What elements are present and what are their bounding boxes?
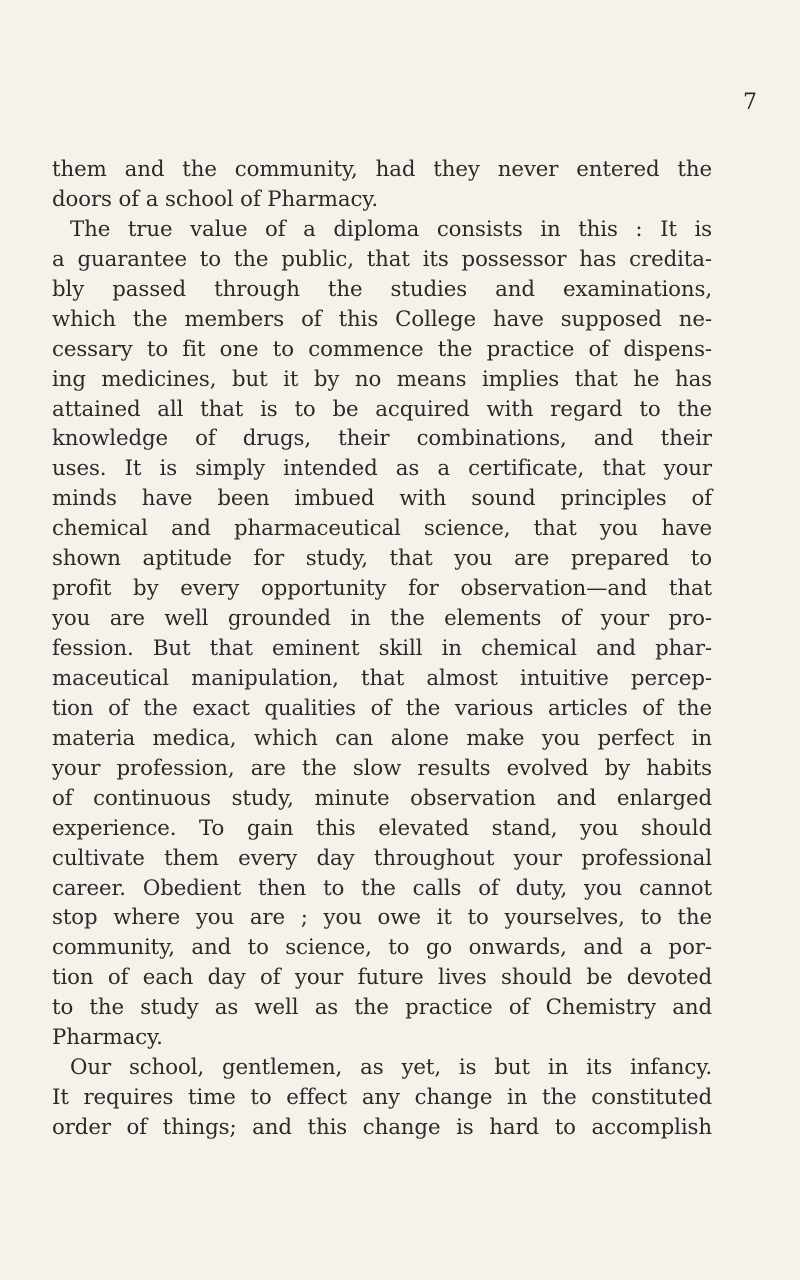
text-line: order of things; and this change is hard to accomplish (52, 1115, 712, 1140)
text-line: community, and to science, to go onwards, and a por- (52, 935, 712, 961)
text-line: materia medica, which can alone make you perfect in (52, 725, 712, 751)
text-line: cultivate them every day throughout your professional (52, 845, 712, 871)
text-line: bly passed through the studies and examinations, (52, 276, 712, 302)
text-line: uses. It is simply intended as a certificate, that your (52, 456, 712, 482)
body-text (52, 155, 712, 1143)
text-line: cessary to fit one to commence the practice of dispens- (52, 336, 712, 362)
text-line: attained all that is to be acquired with regard to the (52, 396, 712, 422)
text-line: Pharmacy. (52, 1025, 163, 1051)
text-line: maceutical manipulation, that almost intuitive percep- (52, 665, 712, 691)
text-line: career. Obedient then to the calls of duty, you cannot (52, 875, 712, 901)
text-line: doors of a school of Pharmacy. (52, 186, 379, 212)
text-line: knowledge of drugs, their combinations, and their (52, 426, 712, 452)
text-line: minds have been imbued with sound principles of (52, 486, 712, 512)
text-line: which the members of this College have supposed ne- (52, 306, 712, 332)
text-line: you are well grounded in the elements of your pro- (52, 606, 712, 632)
text-line: Our school, gentlemen, as yet, is but in its infancy. (70, 1055, 712, 1081)
text-line: to the study as well as the practice of Chemistry and (52, 995, 712, 1021)
text-line: shown aptitude for study, that you are prepared to (52, 546, 712, 572)
text-line: a guarantee to the public, that its possessor has credita- (52, 246, 712, 272)
text-line: them and the community, had they never entered the (52, 157, 712, 182)
page-number: 7 (743, 90, 757, 115)
text-line: of continuous study, minute observation and enlarged (52, 785, 712, 811)
text-line: ing medicines, but it by no means implies that he has (52, 366, 712, 392)
text-line: The true value of a diploma consists in this : It is (70, 216, 712, 242)
text-line: tion of each day of your future lives should be devoted (52, 965, 712, 991)
text-line: stop where you are ; you owe it to yourselves, to the (52, 905, 712, 931)
text-line: experience. To gain this elevated stand, you should (52, 815, 712, 841)
text-line: fession. But that eminent skill in chemical and phar- (52, 636, 712, 661)
text-line: your profession, are the slow results evolved by habits (52, 755, 712, 781)
text-line: It requires time to effect any change in the constituted (52, 1085, 712, 1111)
text-line: tion of the exact qualities of the various articles of the (52, 695, 712, 721)
text-line: profit by every opportunity for observation—and that (52, 576, 712, 602)
text-line: chemical and pharmaceutical science, that you have (52, 516, 712, 542)
